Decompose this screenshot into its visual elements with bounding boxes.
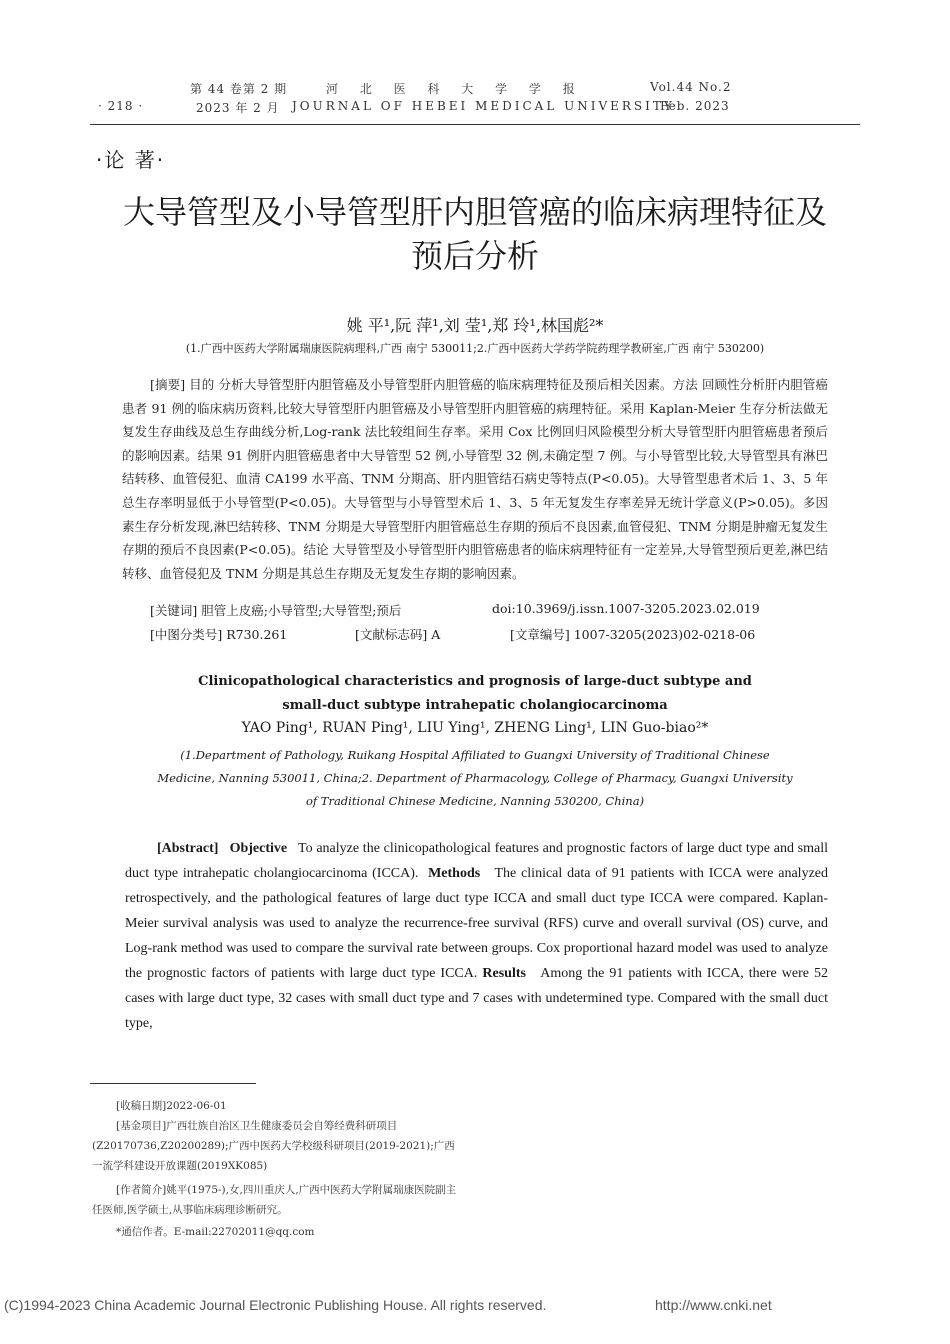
objective-label: Objective — [229, 841, 288, 856]
footnote-rule — [90, 1083, 256, 1084]
footer-copyright: (C)1994-2023 China Academic Journal Electronic Publishing House. All rights reserved. — [4, 1297, 547, 1313]
date-en: Feb. 2023 — [660, 99, 730, 113]
methods-text: The clinical data of 91 patients with ICCA were analyzed retrospectively, and the pathological features of large duct type ICCA and small duct type ICCA were compared. Kaplan-Meier survival analysis was used to analyze the recurrence-free survival (RFS) curve and overall survival (OS) curve, and Log-rank method was used to compare the survival rate between groups. Cox proportional hazard model was used to analyze the prognostic factors of patients with large duct type ICCA. — [125, 866, 828, 981]
header-rule — [90, 124, 860, 125]
volume-issue-cn: 第 44 卷第 2 期 — [190, 82, 288, 96]
volume-issue-en: Vol.44 No.2 — [650, 80, 732, 94]
clc-number: [中图分类号] R730.261 — [150, 627, 288, 642]
authors-en: YAO Ping¹, RUAN Ping¹, LIU Ying¹, ZHENG Ling¹, LIN Guo-biao²* — [241, 720, 709, 736]
abstract-cn: [摘要] 目的 分析大导管型肝内胆管癌及小导管型肝内胆管癌的临床病理特征及预后相关因素。方法 回顾性分析肝内胆管癌患者 91 例的临床病历资料,比较大导管型肝内胆管癌及小导管型肝内胆管癌的病理特征。采用 Kaplan-Meier 生存分析法做无复发生存曲线及总生存曲线分析,Log-rank 法比较组间生存率。采用 Cox 比例回归风险模型分析大导管型肝内胆管癌患者预后的影响因素。结果 91 例肝内胆管癌患者中大导管型 52 例,小导管型 32 例,未确定型 7 例。与小导管型比较,大导管型具有淋巴结转移、血管侵犯、血清 CA199 水平高、TNM 分期高、肝内胆管结石病史等特点(P<0.05)。大导管型患者术后 1、3、5 年总生存率明显低于小导管型(P<0.05)。大导管型与小导管型术后 1、3、5 年无复发生存率差异无统计学意义(P>0.05)。多因素生存分析发现,淋巴结转移、TNM 分期是大导管型肝内胆管癌总生存期的预后不良因素,血管侵犯、TNM 分期是肿瘤无复发生存期的预后不良因素(P<0.05)。结论 大导管型及小导管型肝内胆管癌患者的临床病理特征有一定差异,大导管型预后更差,淋巴结转移、血管侵犯及 TNM 分期是其总生存期及无复发生存期的影响因素。 — [122, 377, 828, 581]
title-en-line1: Clinicopathological characteristics and prognosis of large-duct subtype and — [198, 674, 752, 689]
affiliation-en: (1.Department of Pathology, Ruikang Hospital Affiliated to Guangxi University of Traditional Chinese Medicine, Nanning 530011, China;2. Department of Pharmacology, College of Pharmacy, Guangxi University of Traditional Chinese Medicine, Nanning 530200, China) — [157, 748, 793, 808]
footnote-author-bio: [作者简介]姚平(1975-),女,四川重庆人,广西中医药大学附属瑞康医院副主任医师,医学硕士,从事临床病理诊断研究。 — [92, 1184, 457, 1216]
abstract-label: [Abstract] — [157, 841, 219, 856]
footer-url[interactable]: http://www.cnki.net — [655, 1297, 772, 1313]
objective-text: To analyze the clinicopathological features and prognostic factors of large duct type and small duct type intrahepatic cholangiocarcinoma (ICCA). — [125, 841, 829, 881]
abstract-en — [125, 836, 828, 1036]
section-label: ·论 著· — [96, 148, 166, 172]
journal-name-cn: 河 北 医 科 大 学 学 报 — [326, 82, 584, 96]
authors-cn: 姚 平¹,阮 萍¹,刘 莹¹,郑 玲¹,林国彪²* — [346, 316, 604, 335]
title-cn-line1: 大导管型及小导管型肝内胆管癌的临床病理特征及 — [122, 193, 827, 231]
document-code: [文献标志码] A — [355, 627, 441, 642]
footnote-received: [收稿日期]2022-06-01 — [116, 1100, 227, 1112]
doi[interactable]: doi:10.3969/j.issn.1007-3205.2023.02.019 — [492, 601, 760, 616]
title-cn-line2: 预后分析 — [410, 237, 539, 275]
date-cn: 2023 年 2 月 — [196, 101, 280, 115]
affiliation-cn: (1.广西中医药大学附属瑞康医院病理科,广西 南宁 530011;2.广西中医药大学药学院药理学教研室,广西 南宁 530200) — [185, 342, 765, 355]
title-en-line2: small-duct subtype intrahepatic cholangiocarcinoma — [282, 698, 668, 713]
journal-name-en: JOURNAL OF HEBEI MEDICAL UNIVERSITY — [292, 99, 675, 113]
methods-label: Methods — [428, 866, 481, 881]
keywords-cn: [关键词] 胆管上皮癌;小导管型;大导管型;预后 — [150, 603, 402, 618]
article-id: [文章编号] 1007-3205(2023)02-0218-06 — [510, 627, 756, 642]
results-label: Results — [482, 966, 526, 981]
footnote-funding: [基金项目]广西壮族自治区卫生健康委员会自筹经费科研项目(Z20170736,Z20200289);广西中医药大学校级科研项目(2019-2021);广西一流学科建设开放课题(2019XK085) — [92, 1120, 455, 1172]
page-number: · 218 · — [98, 99, 144, 113]
results-text: Among the 91 patients with ICCA, there were 52 cases with large duct type, 32 cases with small duct type and 7 cases with undetermined type. Compared with the small duct type, — [125, 966, 828, 1031]
footnote-corresponding: *通信作者。E-mail:22702011@qq.com — [116, 1226, 315, 1238]
